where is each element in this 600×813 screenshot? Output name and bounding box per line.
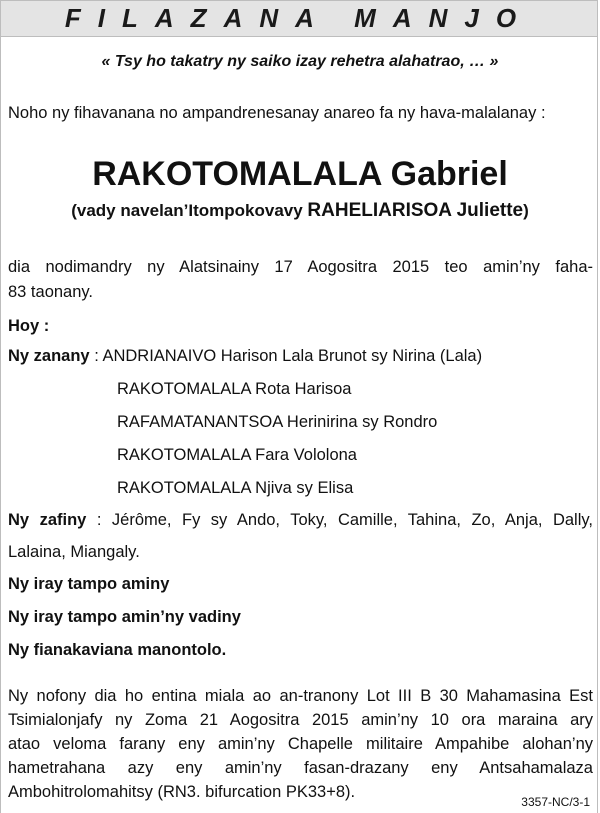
grandchildren-label: Ny zafiny — [8, 511, 87, 529]
intro-text: Noho ny fihavanana no ampandrenesanay anareo fa ny hava-malalanay : — [8, 104, 546, 122]
child-name: RAKOTOMALALA Fara Vololona — [117, 446, 357, 464]
funeral-line3: atao veloma farany eny amin’ny Chapelle militaire Ampahibe alohan’ny — [8, 735, 593, 753]
funeral-line5: Ambohitrolomahitsy (RN3. bifurcation PK33+8). — [8, 783, 356, 801]
header-title: FILAZANA MANJO — [64, 3, 534, 33]
children-first-line — [8, 346, 482, 366]
quote: « Tsy ho takatry ny saiko izay rehetra alahatrao, … » — [101, 53, 499, 70]
children-label: Ny zanany — [8, 347, 90, 365]
relatives-spouse-siblings: Ny iray tampo amin’ny vadiny — [8, 608, 241, 626]
reference-code: 3357-NC/3-1 — [521, 795, 590, 809]
child-name: RAFAMATANANTSOA Herinirina sy Rondro — [117, 413, 438, 431]
grandchildren-line2: Lalaina, Miangaly. — [8, 543, 140, 561]
funeral-line2: Tsimialonjafy ny Zoma 21 Aogositra 2015 amin’ny 10 ora maraina ary — [8, 711, 593, 729]
funeral-line1: Ny nofony dia ho entina miala ao an-tranony Lot III B 30 Mahamasina Est — [8, 687, 593, 705]
child-name: RAKOTOMALALA Njiva sy Elisa — [117, 479, 354, 497]
deceased-name: RAKOTOMALALA Gabriel — [92, 155, 508, 193]
grandchildren-names: Jérôme, Fy sy Ando, Toky, Camille, Tahina, Zo, Anja, Dally, — [111, 511, 593, 529]
children-separator: : — [89, 347, 103, 365]
grandchildren-line1 — [8, 510, 593, 530]
relatives-siblings: Ny iray tampo aminy — [8, 575, 170, 593]
death-notice-line1: dia nodimandry ny Alatsinainy 17 Aogositra 2015 teo amin’ny faha- — [8, 258, 593, 276]
death-notice-line2: 83 taonany. — [8, 283, 94, 301]
spouse-line — [0, 201, 600, 221]
relatives-family: Ny fianakaviana manontolo. — [8, 641, 227, 659]
child-name: ANDRIANAIVO Harison Lala Brunot sy Nirina (Lala) — [102, 347, 483, 365]
spouse-name: RAHELIARISOA Juliette — [307, 200, 524, 221]
spouse-prefix: (vady navelan’Itompokovavy — [71, 201, 308, 220]
child-name: RAKOTOMALALA Rota Harisoa — [117, 380, 352, 398]
spouse-suffix: ) — [523, 201, 529, 220]
grandchildren-separator: : — [86, 511, 112, 529]
header-banner — [0, 0, 598, 37]
hoy-label: Hoy : — [8, 317, 50, 335]
funeral-line4: hametrahana azy eny amin’ny fasan-drazany eny Antsahamalaza — [8, 759, 593, 777]
